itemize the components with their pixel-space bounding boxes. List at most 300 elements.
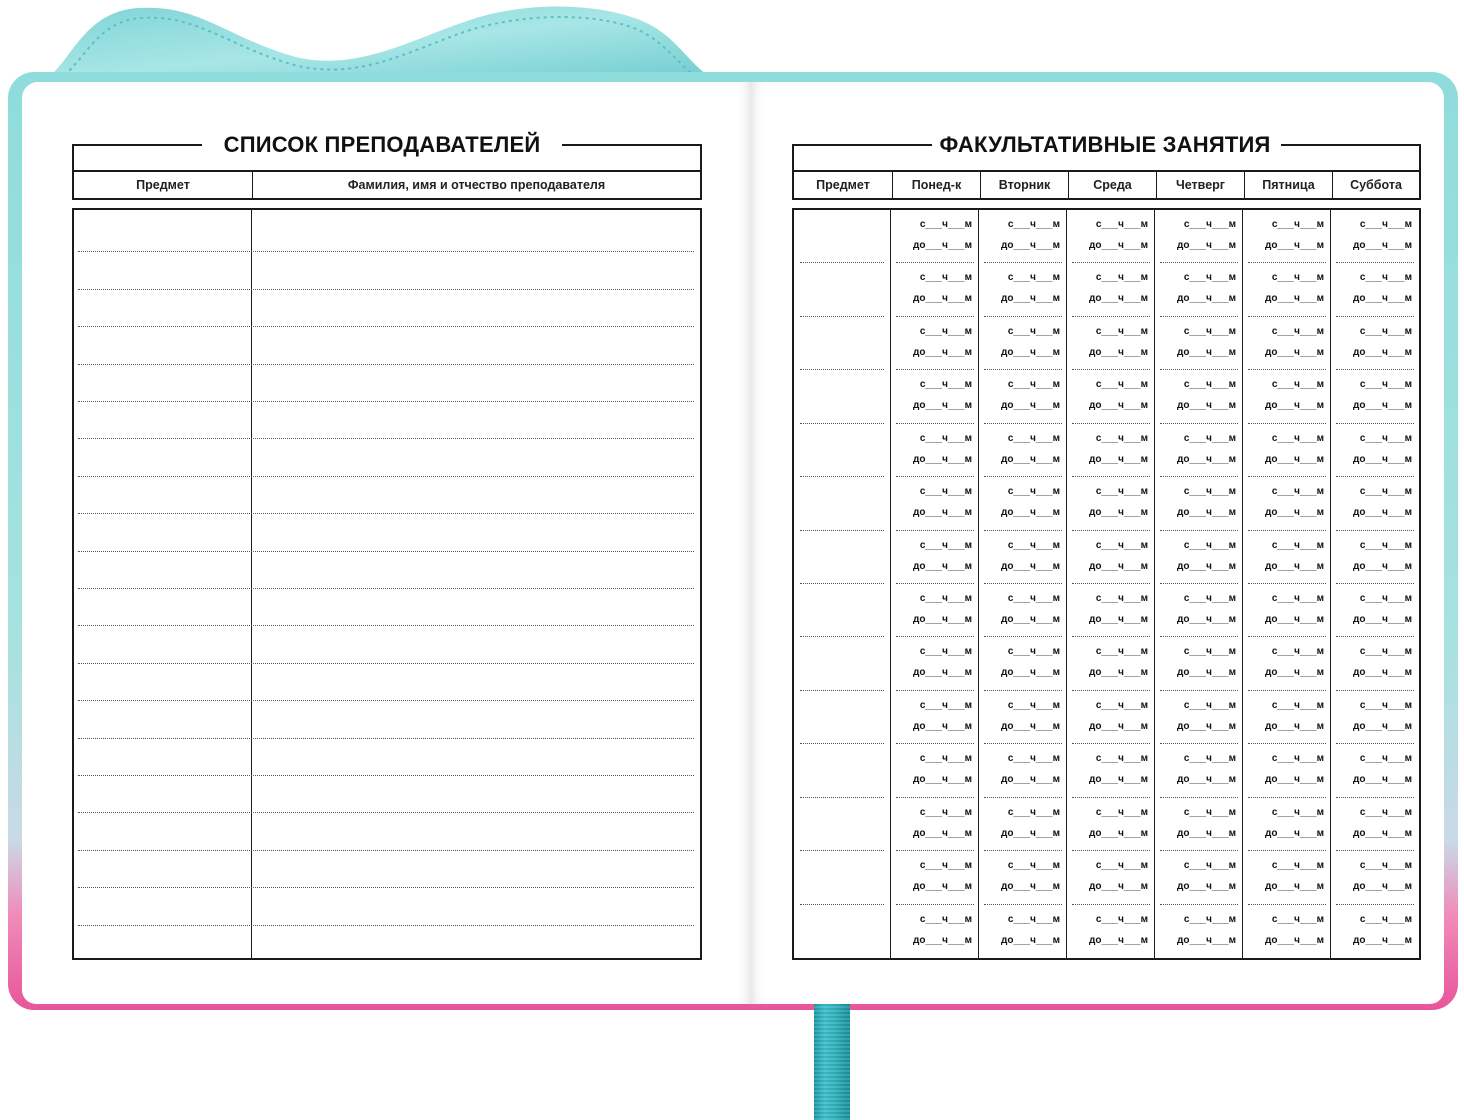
time-from-label: с___ч___м: [1095, 272, 1148, 283]
time-from-label: с___ч___м: [1183, 272, 1236, 283]
column-divider: [978, 210, 979, 958]
time-from-label: с___ч___м: [1007, 219, 1060, 230]
time-slot-cell: [1244, 691, 1328, 744]
column-divider: [1154, 210, 1155, 958]
time-to-label: до___ч___м: [1264, 935, 1324, 946]
time-from-label: с___ч___м: [1183, 326, 1236, 337]
time-to-label: до___ч___м: [1176, 667, 1236, 678]
time-from-label: с___ч___м: [919, 914, 972, 925]
time-slot-cell: [1332, 477, 1416, 530]
time-slot-cell: [1244, 584, 1328, 637]
time-slot-cell: [1068, 637, 1152, 690]
time-slot-cell: [1332, 905, 1416, 958]
time-from-label: с___ч___м: [1007, 753, 1060, 764]
column-header-wednesday: Среда: [1068, 172, 1156, 198]
time-slot-cell: [1244, 905, 1328, 958]
time-from-label: с___ч___м: [1095, 860, 1148, 871]
time-slot-cell: [1068, 477, 1152, 530]
time-from-label: с___ч___м: [1095, 593, 1148, 604]
subject-writing-line: [800, 850, 884, 851]
time-from-label: с___ч___м: [1007, 700, 1060, 711]
subject-writing-line: [800, 690, 884, 691]
time-from-label: с___ч___м: [919, 700, 972, 711]
time-from-label: с___ч___м: [919, 860, 972, 871]
column-divider: [1330, 210, 1331, 958]
time-from-label: с___ч___м: [1359, 807, 1412, 818]
time-to-label: до___ч___м: [1352, 614, 1412, 625]
time-from-label: с___ч___м: [919, 646, 972, 657]
time-to-label: до___ч___м: [912, 507, 972, 518]
time-slot-cell: [892, 691, 976, 744]
time-from-label: с___ч___м: [1007, 646, 1060, 657]
column-header-friday: Пятница: [1244, 172, 1332, 198]
subject-writing-line: [800, 476, 884, 477]
time-slot-cell: [980, 531, 1064, 584]
time-to-label: до___ч___м: [1000, 774, 1060, 785]
time-slot-cell: [980, 691, 1064, 744]
time-to-label: до___ч___м: [1088, 828, 1148, 839]
time-from-label: с___ч___м: [1007, 326, 1060, 337]
time-slot-cell: [1332, 798, 1416, 851]
time-to-label: до___ч___м: [1264, 774, 1324, 785]
time-slot-cell: [892, 531, 976, 584]
time-to-label: до___ч___м: [1088, 400, 1148, 411]
time-to-label: до___ч___м: [1352, 828, 1412, 839]
time-slot-cell: [1156, 744, 1240, 797]
subject-writing-line: [800, 262, 884, 263]
title-rule-left: [792, 144, 932, 146]
writing-line: [78, 775, 694, 776]
column-header-teacher-name: Фамилия, имя и отчество преподавателя: [252, 172, 700, 198]
time-from-label: с___ч___м: [1271, 753, 1324, 764]
time-slot-cell: [1156, 210, 1240, 263]
time-to-label: до___ч___м: [1176, 454, 1236, 465]
writing-line: [78, 326, 694, 327]
time-from-label: с___ч___м: [1007, 379, 1060, 390]
time-to-label: до___ч___м: [1264, 881, 1324, 892]
time-from-label: с___ч___м: [1183, 433, 1236, 444]
time-slot-cell: [1068, 424, 1152, 477]
time-slot-cell: [1332, 851, 1416, 904]
time-slot-cell: [980, 744, 1064, 797]
time-to-label: до___ч___м: [1176, 561, 1236, 572]
time-slot-cell: [1156, 851, 1240, 904]
column-divider: [890, 210, 891, 958]
time-to-label: до___ч___м: [912, 614, 972, 625]
column-header-monday: Понед-к: [892, 172, 980, 198]
time-to-label: до___ч___м: [1352, 240, 1412, 251]
time-to-label: до___ч___м: [1000, 400, 1060, 411]
title-rule-left: [72, 144, 202, 146]
time-slot-cell: [892, 905, 976, 958]
time-to-label: до___ч___м: [912, 881, 972, 892]
writing-line: [78, 663, 694, 664]
time-slot-cell: [1244, 263, 1328, 316]
subject-writing-line: [800, 904, 884, 905]
time-to-label: до___ч___м: [1176, 935, 1236, 946]
time-to-label: до___ч___м: [1000, 828, 1060, 839]
time-to-label: до___ч___м: [1176, 347, 1236, 358]
time-to-label: до___ч___м: [1352, 347, 1412, 358]
time-from-label: с___ч___м: [1271, 593, 1324, 604]
time-slot-cell: [1332, 531, 1416, 584]
time-from-label: с___ч___м: [1095, 433, 1148, 444]
title-rule-right: [1281, 144, 1421, 146]
writing-line: [78, 289, 694, 290]
time-to-label: до___ч___м: [1176, 828, 1236, 839]
time-slot-cell: [892, 851, 976, 904]
time-from-label: с___ч___м: [1359, 593, 1412, 604]
time-slot-cell: [1332, 263, 1416, 316]
time-to-label: до___ч___м: [912, 400, 972, 411]
time-from-label: с___ч___м: [919, 379, 972, 390]
time-to-label: до___ч___м: [912, 293, 972, 304]
subject-writing-line: [800, 423, 884, 424]
page-title: ФАКУЛЬТАТИВНЫЕ ЗАНЯТИЯ: [939, 132, 1271, 157]
time-from-label: с___ч___м: [1183, 646, 1236, 657]
time-slot-cell: [1156, 531, 1240, 584]
time-to-label: до___ч___м: [1000, 293, 1060, 304]
time-slot-cell: [1068, 531, 1152, 584]
time-from-label: с___ч___м: [1007, 272, 1060, 283]
time-to-label: до___ч___м: [1088, 667, 1148, 678]
time-from-label: с___ч___м: [919, 807, 972, 818]
time-to-label: до___ч___м: [1088, 293, 1148, 304]
time-to-label: до___ч___м: [1000, 561, 1060, 572]
time-slot-cell: [1068, 744, 1152, 797]
column-header-tuesday: Вторник: [980, 172, 1068, 198]
writing-line: [78, 850, 694, 851]
time-to-label: до___ч___м: [912, 561, 972, 572]
time-to-label: до___ч___м: [1352, 774, 1412, 785]
time-from-label: с___ч___м: [1359, 540, 1412, 551]
time-from-label: с___ч___м: [1007, 593, 1060, 604]
table-header: [72, 170, 702, 200]
column-header-saturday: Суббота: [1332, 172, 1419, 198]
time-to-label: до___ч___м: [912, 347, 972, 358]
time-to-label: до___ч___м: [912, 240, 972, 251]
writing-line: [78, 364, 694, 365]
time-slot-cell: [980, 851, 1064, 904]
time-slot-cell: [1244, 370, 1328, 423]
time-slot-cell: [1156, 584, 1240, 637]
time-from-label: с___ч___м: [919, 272, 972, 283]
time-from-label: с___ч___м: [1271, 326, 1324, 337]
time-from-label: с___ч___м: [1007, 433, 1060, 444]
page-title: СПИСОК ПРЕПОДАВАТЕЛЕЙ: [223, 132, 541, 157]
time-to-label: до___ч___м: [1176, 293, 1236, 304]
time-slot-cell: [1068, 905, 1152, 958]
subject-writing-line: [800, 636, 884, 637]
time-from-label: с___ч___м: [1359, 219, 1412, 230]
time-from-label: с___ч___м: [1095, 700, 1148, 711]
time-from-label: с___ч___м: [1359, 860, 1412, 871]
time-to-label: до___ч___м: [1352, 400, 1412, 411]
time-slot-cell: [1244, 424, 1328, 477]
time-to-label: до___ч___м: [1264, 721, 1324, 732]
time-from-label: с___ч___м: [1271, 219, 1324, 230]
writing-line: [78, 887, 694, 888]
time-slot-cell: [980, 637, 1064, 690]
time-to-label: до___ч___м: [1352, 561, 1412, 572]
time-from-label: с___ч___м: [1183, 753, 1236, 764]
time-from-label: с___ч___м: [919, 433, 972, 444]
time-slot-cell: [1332, 744, 1416, 797]
column-divider: [1066, 210, 1067, 958]
time-slot-cell: [892, 637, 976, 690]
time-from-label: с___ч___м: [1183, 379, 1236, 390]
time-slot-cell: [1244, 637, 1328, 690]
time-to-label: до___ч___м: [1352, 935, 1412, 946]
time-slot-cell: [1068, 851, 1152, 904]
subject-writing-line: [800, 369, 884, 370]
time-slot-cell: [1068, 263, 1152, 316]
writing-line: [78, 700, 694, 701]
time-from-label: с___ч___м: [1183, 914, 1236, 925]
time-from-label: с___ч___м: [1359, 326, 1412, 337]
time-to-label: до___ч___м: [912, 454, 972, 465]
time-to-label: до___ч___м: [1352, 721, 1412, 732]
time-from-label: с___ч___м: [1359, 272, 1412, 283]
subject-writing-line: [800, 316, 884, 317]
time-slot-cell: [980, 905, 1064, 958]
time-to-label: до___ч___м: [912, 774, 972, 785]
time-from-label: с___ч___м: [919, 593, 972, 604]
time-slot-cell: [892, 210, 976, 263]
time-from-label: с___ч___м: [1271, 700, 1324, 711]
time-to-label: до___ч___м: [1088, 721, 1148, 732]
time-slot-cell: [1156, 905, 1240, 958]
writing-line: [78, 738, 694, 739]
time-to-label: до___ч___м: [1088, 774, 1148, 785]
time-from-label: с___ч___м: [1095, 219, 1148, 230]
time-to-label: до___ч___м: [1176, 721, 1236, 732]
time-slot-cell: [1068, 370, 1152, 423]
time-from-label: с___ч___м: [1095, 914, 1148, 925]
time-from-label: с___ч___м: [1007, 860, 1060, 871]
time-to-label: до___ч___м: [1088, 347, 1148, 358]
time-to-label: до___ч___м: [1176, 614, 1236, 625]
time-slot-cell: [1332, 637, 1416, 690]
time-slot-cell: [980, 477, 1064, 530]
time-to-label: до___ч___м: [1352, 881, 1412, 892]
time-to-label: до___ч___м: [912, 935, 972, 946]
time-from-label: с___ч___м: [1095, 486, 1148, 497]
writing-line: [78, 438, 694, 439]
time-from-label: с___ч___м: [919, 753, 972, 764]
time-to-label: до___ч___м: [1088, 240, 1148, 251]
title-rule-side-right: [700, 144, 702, 170]
time-to-label: до___ч___м: [1264, 614, 1324, 625]
time-from-label: с___ч___м: [1359, 433, 1412, 444]
time-to-label: до___ч___м: [1176, 400, 1236, 411]
time-from-label: с___ч___м: [1095, 540, 1148, 551]
time-to-label: до___ч___м: [912, 828, 972, 839]
writing-line: [78, 588, 694, 589]
time-slot-cell: [980, 370, 1064, 423]
time-slot-cell: [1244, 317, 1328, 370]
time-from-label: с___ч___м: [1007, 914, 1060, 925]
time-slot-cell: [892, 317, 976, 370]
time-to-label: до___ч___м: [1000, 667, 1060, 678]
writing-line: [78, 476, 694, 477]
title-rule-side-left: [72, 144, 74, 170]
column-header-subject: Предмет: [136, 178, 190, 192]
time-from-label: с___ч___м: [1183, 700, 1236, 711]
writing-line: [78, 401, 694, 402]
time-to-label: до___ч___м: [1000, 347, 1060, 358]
time-from-label: с___ч___м: [1095, 753, 1148, 764]
time-slot-cell: [1068, 691, 1152, 744]
time-from-label: с___ч___м: [1359, 753, 1412, 764]
bookmark-ribbon: [814, 998, 850, 1120]
time-slot-cell: [1244, 210, 1328, 263]
time-to-label: до___ч___м: [1176, 881, 1236, 892]
time-slot-cell: [980, 584, 1064, 637]
time-to-label: до___ч___м: [1264, 561, 1324, 572]
time-from-label: с___ч___м: [1007, 807, 1060, 818]
time-from-label: с___ч___м: [919, 486, 972, 497]
writing-line: [78, 251, 694, 252]
time-to-label: до___ч___м: [1088, 454, 1148, 465]
time-from-label: с___ч___м: [1271, 272, 1324, 283]
time-from-label: с___ч___м: [1359, 486, 1412, 497]
teachers-table: [72, 208, 702, 960]
right-page: [751, 82, 1444, 1004]
time-slot-cell: [892, 744, 976, 797]
time-from-label: с___ч___м: [1359, 914, 1412, 925]
time-to-label: до___ч___м: [1000, 614, 1060, 625]
time-slot-cell: [892, 477, 976, 530]
time-from-label: с___ч___м: [1271, 379, 1324, 390]
time-slot-cell: [1156, 424, 1240, 477]
time-from-label: с___ч___м: [1183, 486, 1236, 497]
time-to-label: до___ч___м: [1000, 721, 1060, 732]
time-slot-cell: [1156, 637, 1240, 690]
title-rule-right: [562, 144, 702, 146]
time-slot-cell: [1244, 851, 1328, 904]
time-slot-cell: [892, 584, 976, 637]
time-to-label: до___ч___м: [1000, 881, 1060, 892]
title-rule-side-left: [792, 144, 794, 170]
time-to-label: до___ч___м: [1088, 507, 1148, 518]
time-slot-cell: [1332, 424, 1416, 477]
time-from-label: с___ч___м: [1095, 646, 1148, 657]
time-to-label: до___ч___м: [1176, 774, 1236, 785]
title-rule-side-right: [1419, 144, 1421, 170]
time-slot-cell: [1068, 584, 1152, 637]
time-from-label: с___ч___м: [1183, 593, 1236, 604]
time-slot-cell: [980, 317, 1064, 370]
time-slot-cell: [892, 798, 976, 851]
time-slot-cell: [980, 210, 1064, 263]
time-slot-cell: [1156, 691, 1240, 744]
time-slot-cell: [1332, 210, 1416, 263]
time-from-label: с___ч___м: [1359, 379, 1412, 390]
time-to-label: до___ч___м: [1000, 240, 1060, 251]
time-to-label: до___ч___м: [1264, 507, 1324, 518]
time-from-label: с___ч___м: [1095, 326, 1148, 337]
subject-writing-line: [800, 583, 884, 584]
time-slot-cell: [1244, 477, 1328, 530]
time-slot-cell: [1068, 210, 1152, 263]
time-from-label: с___ч___м: [1095, 807, 1148, 818]
time-from-label: с___ч___м: [1183, 540, 1236, 551]
electives-table: [792, 208, 1421, 960]
writing-line: [78, 812, 694, 813]
time-to-label: до___ч___м: [1088, 935, 1148, 946]
left-page: [22, 82, 751, 1004]
time-slot-cell: [1244, 744, 1328, 797]
time-slot-cell: [1332, 584, 1416, 637]
time-to-label: до___ч___м: [1264, 400, 1324, 411]
time-from-label: с___ч___м: [1095, 379, 1148, 390]
time-slot-cell: [980, 798, 1064, 851]
column-header-subject: Предмет: [816, 178, 870, 192]
time-from-label: с___ч___м: [1183, 860, 1236, 871]
time-slot-cell: [1156, 798, 1240, 851]
time-to-label: до___ч___м: [912, 721, 972, 732]
time-from-label: с___ч___м: [1007, 486, 1060, 497]
column-divider: [1242, 210, 1243, 958]
subject-writing-line: [800, 743, 884, 744]
time-slot-cell: [1244, 531, 1328, 584]
table-header: [792, 170, 1421, 200]
writing-line: [78, 513, 694, 514]
writing-line: [78, 551, 694, 552]
time-slot-cell: [892, 263, 976, 316]
time-to-label: до___ч___м: [1176, 240, 1236, 251]
time-slot-cell: [1156, 477, 1240, 530]
time-to-label: до___ч___м: [1264, 828, 1324, 839]
column-header-thursday: Четверг: [1156, 172, 1244, 198]
time-to-label: до___ч___м: [1352, 667, 1412, 678]
time-to-label: до___ч___м: [912, 667, 972, 678]
time-to-label: до___ч___м: [1264, 240, 1324, 251]
time-to-label: до___ч___м: [1000, 454, 1060, 465]
subject-writing-line: [800, 797, 884, 798]
time-from-label: с___ч___м: [1271, 646, 1324, 657]
time-to-label: до___ч___м: [1088, 881, 1148, 892]
column-divider: [251, 210, 252, 958]
time-to-label: до___ч___м: [1264, 347, 1324, 358]
time-from-label: с___ч___м: [1183, 219, 1236, 230]
time-to-label: до___ч___м: [1000, 507, 1060, 518]
time-from-label: с___ч___м: [1271, 914, 1324, 925]
time-to-label: до___ч___м: [1264, 454, 1324, 465]
time-from-label: с___ч___м: [1359, 700, 1412, 711]
subject-writing-line: [800, 530, 884, 531]
time-slot-cell: [1156, 370, 1240, 423]
time-to-label: до___ч___м: [1352, 293, 1412, 304]
time-to-label: до___ч___м: [1088, 561, 1148, 572]
time-slot-cell: [1332, 691, 1416, 744]
time-from-label: с___ч___м: [1271, 433, 1324, 444]
time-from-label: с___ч___м: [919, 540, 972, 551]
time-to-label: до___ч___м: [1352, 454, 1412, 465]
time-from-label: с___ч___м: [1007, 540, 1060, 551]
writing-line: [78, 625, 694, 626]
time-to-label: до___ч___м: [1264, 293, 1324, 304]
time-from-label: с___ч___м: [919, 219, 972, 230]
time-to-label: до___ч___м: [1352, 507, 1412, 518]
time-from-label: с___ч___м: [1271, 540, 1324, 551]
time-slot-cell: [1068, 798, 1152, 851]
time-slot-cell: [980, 424, 1064, 477]
writing-line: [78, 925, 694, 926]
time-slot-cell: [892, 424, 976, 477]
time-from-label: с___ч___м: [1183, 807, 1236, 818]
